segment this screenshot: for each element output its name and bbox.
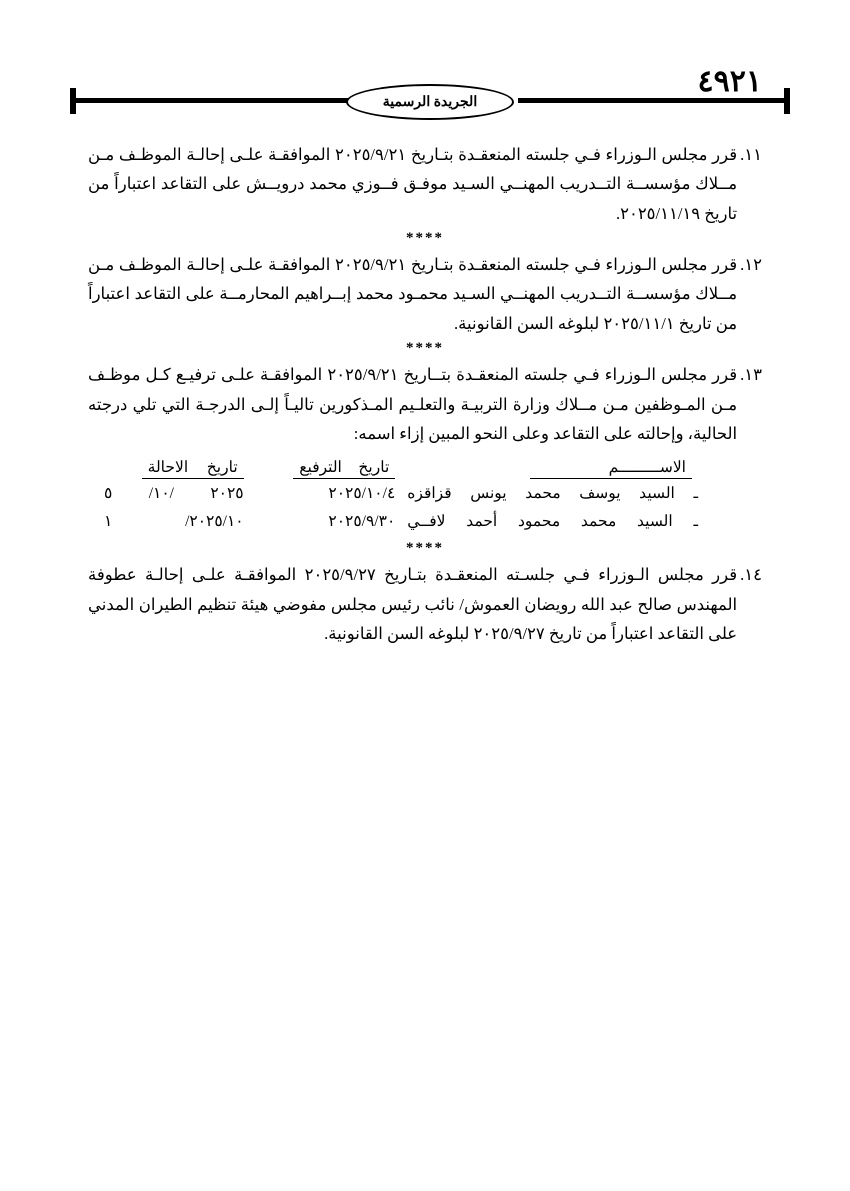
section-separator: **** [406, 340, 444, 357]
page-header [70, 58, 790, 118]
column-header-name: الاســـــــــم [401, 458, 698, 480]
decision-item-14 [88, 560, 762, 648]
promotions-table-wrapper [88, 458, 762, 536]
item-number: ١٤. [740, 565, 762, 585]
item-text: قرر مجلس الـوزراء فـي جلسته المنعقـدة بتــاريخ ٢٠٢٥/٩/٢١ الموافقـة علـى ترفيـع كـل موظـف مـن المـوظفين مـن مــلاك وزارة التربيـة والتعلـيم المـذكورين تاليـاً إلـى الدرجـة التي تلي درجته الحالية، وإحالته على التقاعد وعلى النحو المبين إزاء اسمه: [88, 365, 738, 443]
section-separator: **** [406, 540, 444, 557]
header-rule-cap-right [784, 88, 790, 114]
column-header-retirement-date: تاريخ الاحالة [98, 458, 250, 480]
cell-name: ـ السيد يوسف محمد يونس قزاقزه [407, 485, 698, 503]
decision-item-13 [88, 360, 762, 448]
decision-item-11 [88, 140, 762, 228]
item-text: قرر مجلس الـوزراء فـي جلسـته المنعقـدة بتـاريخ ٢٠٢٥/٩/٢٧ الموافقـة علـى إحالـة عطوفة المهندس صالح عبد الله رويضان العموش/ نائب رئيس مجلس مفوضي هيئة تنظيم الطيران المدني على التقاعد اعتباراً من تاريخ ٢٠٢٥/٩/٢٧ لبلوغه السن القانونية. [88, 565, 738, 643]
item-number: ١٢. [740, 255, 762, 275]
gazette-badge [346, 84, 514, 120]
section-separator: **** [406, 230, 444, 247]
table-row [98, 508, 698, 536]
table-header-row [98, 458, 698, 480]
cell-retirement-date: ٢٠٢٥ /١٠/ ٥ [104, 485, 244, 503]
table-row [98, 480, 698, 508]
header-rule-right [518, 98, 790, 103]
item-text: قرر مجلس الـوزراء فـي جلسته المنعقـدة بتـاريخ ٢٠٢٥/٩/٢١ الموافقـة علـى إحالـة الموظـف مـن مــلاك مؤسســة التــدريب المهنــي السـيد موفـق فــوزي محمد درويــش على التقاعد اعتباراً من تاريخ ٢٠٢٥/١١/١٩. [88, 145, 738, 223]
cell-retirement-date: ٢٠٢٥/١٠/ ١ [104, 513, 244, 531]
promotions-table [98, 458, 698, 536]
cell-name: ـ السيد محمد محمود أحمد لافــي [407, 513, 698, 531]
header-rule-left [70, 98, 380, 103]
header-rule-cap-left [70, 88, 76, 114]
page-number: ٤٩٢١ [697, 65, 762, 98]
document-body [88, 140, 762, 650]
item-number: ١١. [740, 145, 762, 164]
decision-item-12 [88, 250, 762, 338]
cell-promotion-date: ٢٠٢٥/١٠/٤ [328, 485, 396, 503]
cell-promotion-date: ٢٠٢٥/٩/٣٠ [328, 513, 396, 531]
item-text: قرر مجلس الـوزراء فـي جلسته المنعقـدة بتـاريخ ٢٠٢٥/٩/٢١ الموافقـة علـى إحالـة الموظـف مـن مــلاك مؤسســة التــدريب المهنــي السـيد محمـود محمد إبــراهيم المحارمــة على التقاعد اعتباراً من تاريخ ٢٠٢٥/١١/١ لبلوغه السن القانونية. [88, 255, 738, 333]
item-number: ١٣. [740, 365, 762, 385]
column-header-promotion-date: تاريخ الترفيع [250, 458, 402, 480]
gazette-badge-label: الجريدة الرسمية [382, 94, 478, 110]
